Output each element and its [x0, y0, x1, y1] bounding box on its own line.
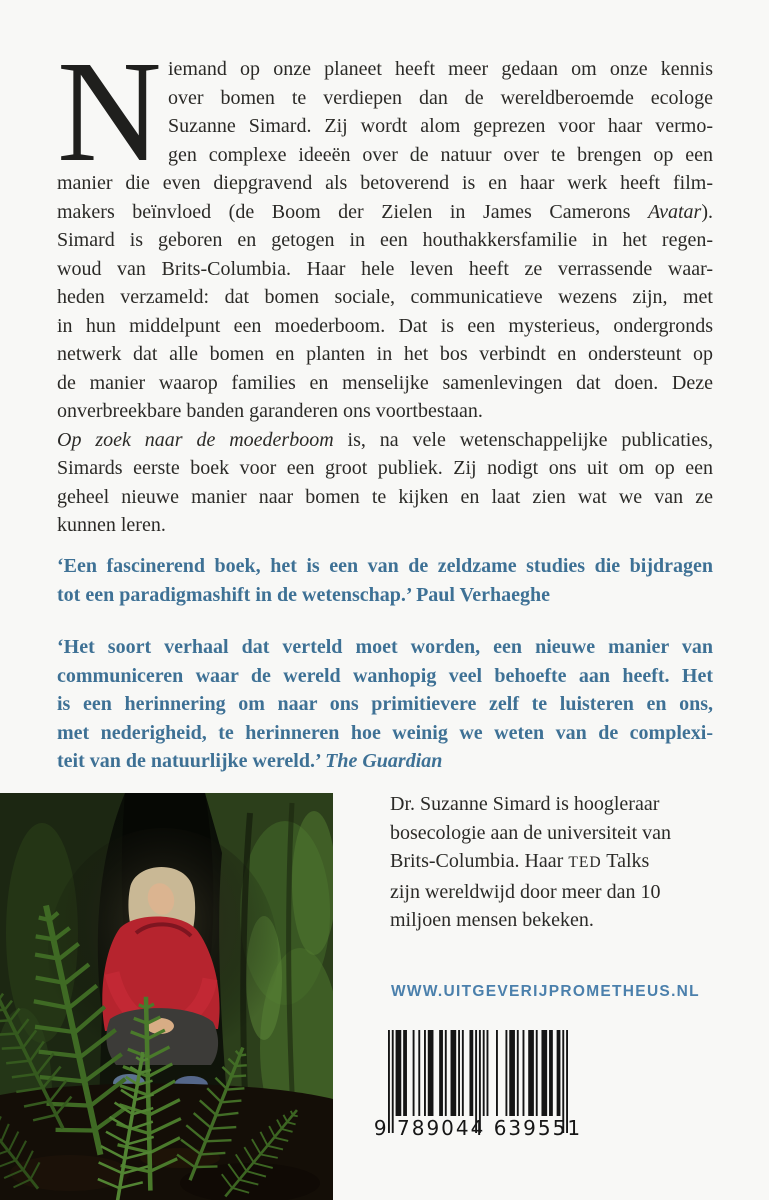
author-bio	[390, 790, 735, 935]
text-line: manier die even diepgravend als betoverend is en haar werk heeft film-	[57, 172, 713, 194]
text-line: de manier waarop families en menselijke samenlevingen dat doen. Deze	[57, 371, 713, 394]
text-line: miljoen mensen bekeken.	[390, 909, 594, 931]
text-line: zijn wereldwijd door meer dan 10	[390, 880, 661, 903]
text-line: in hun middelpunt een moederboom. Dat is een mysterieus, ondergronds	[57, 314, 713, 337]
text-line: tot een paradigmashift in de wetenschap.’ Paul Verhaeghe	[57, 583, 550, 606]
text-line: Suzanne Simard. Zij wordt alom geprezen voor haar vermo-	[168, 115, 713, 137]
text-line: Dr. Suzanne Simard is hoogleraar	[390, 793, 660, 815]
synopsis	[57, 32, 713, 540]
text-line: is een herinnering om naar ons primitievere zelf te luisteren en ons,	[57, 693, 713, 715]
text-line: woud van Brits-Columbia. Haar hele leven heeft ze verrassende waar-	[57, 257, 713, 280]
drop-cap: N	[57, 32, 162, 192]
text-line: bosecologie aan de universiteit van	[390, 821, 672, 844]
forest-portrait-illustration	[0, 793, 333, 1200]
text-line: teit van de natuurlijke wereld.’ The Guardian	[57, 750, 443, 772]
barcode-digits: 9 789044 639551	[373, 1116, 583, 1140]
text-line: Brits-Columbia. Haar TED Talks	[390, 850, 650, 872]
text-line: geheel nieuwe manier naar bomen te kijken en laat zien wat we van ze	[57, 485, 713, 508]
text-line: heden verzameld: dat bomen sociale, communicatieve wezens zijn, met	[57, 286, 713, 308]
text-line: communiceren waar de wereld wanhopig veel behoefte aan heeft. Het	[57, 664, 713, 687]
text-line: makers beïnvloed (de Boom der Zielen in James Camerons Avatar).	[57, 200, 713, 223]
author-photo	[0, 793, 333, 1200]
text-line: Simards eerste boek voor een groot publiek. Zij nodigt ons uit om op een	[57, 457, 713, 479]
publisher-website: WWW.UITGEVERIJPROMETHEUS.NL	[391, 983, 700, 1000]
text-line: ‘Het soort verhaal dat verteld moet worden, een nieuwe manier van	[57, 636, 713, 658]
text-line: onverbreekbare banden garanderen ons voortbestaan.	[57, 400, 483, 422]
text-line: iemand op onze planeet heeft meer gedaan om onze kennis	[168, 58, 713, 80]
text-line: kunnen leren.	[57, 514, 166, 536]
text-line: netwerk dat alle bomen en planten in het bos verbindt en ondersteunt op	[57, 343, 713, 365]
text-line: Simard is geboren en getogen in een houthakkersfamilie in het regen-	[57, 229, 713, 251]
review-quote-verhaeghe	[57, 552, 713, 609]
text-line: Op zoek naar de moederboom is, na vele wetenschappelijke publicaties,	[57, 428, 713, 451]
synopsis-paragraph-2	[57, 426, 713, 540]
barcode	[373, 1030, 583, 1148]
text-line: ‘Een fascinerend boek, het is een van de zeldzame studies die bijdragen	[57, 555, 713, 577]
text-line: gen complexe ideeën over de natuur over te brengen op een	[168, 143, 713, 166]
text-line: over bomen te verdiepen dan de wereldberoemde ecologe	[168, 86, 713, 109]
review-quote-guardian	[57, 633, 713, 776]
text-line: met nederigheid, te herinneren hoe weinig we weten van de complexi-	[57, 721, 713, 744]
